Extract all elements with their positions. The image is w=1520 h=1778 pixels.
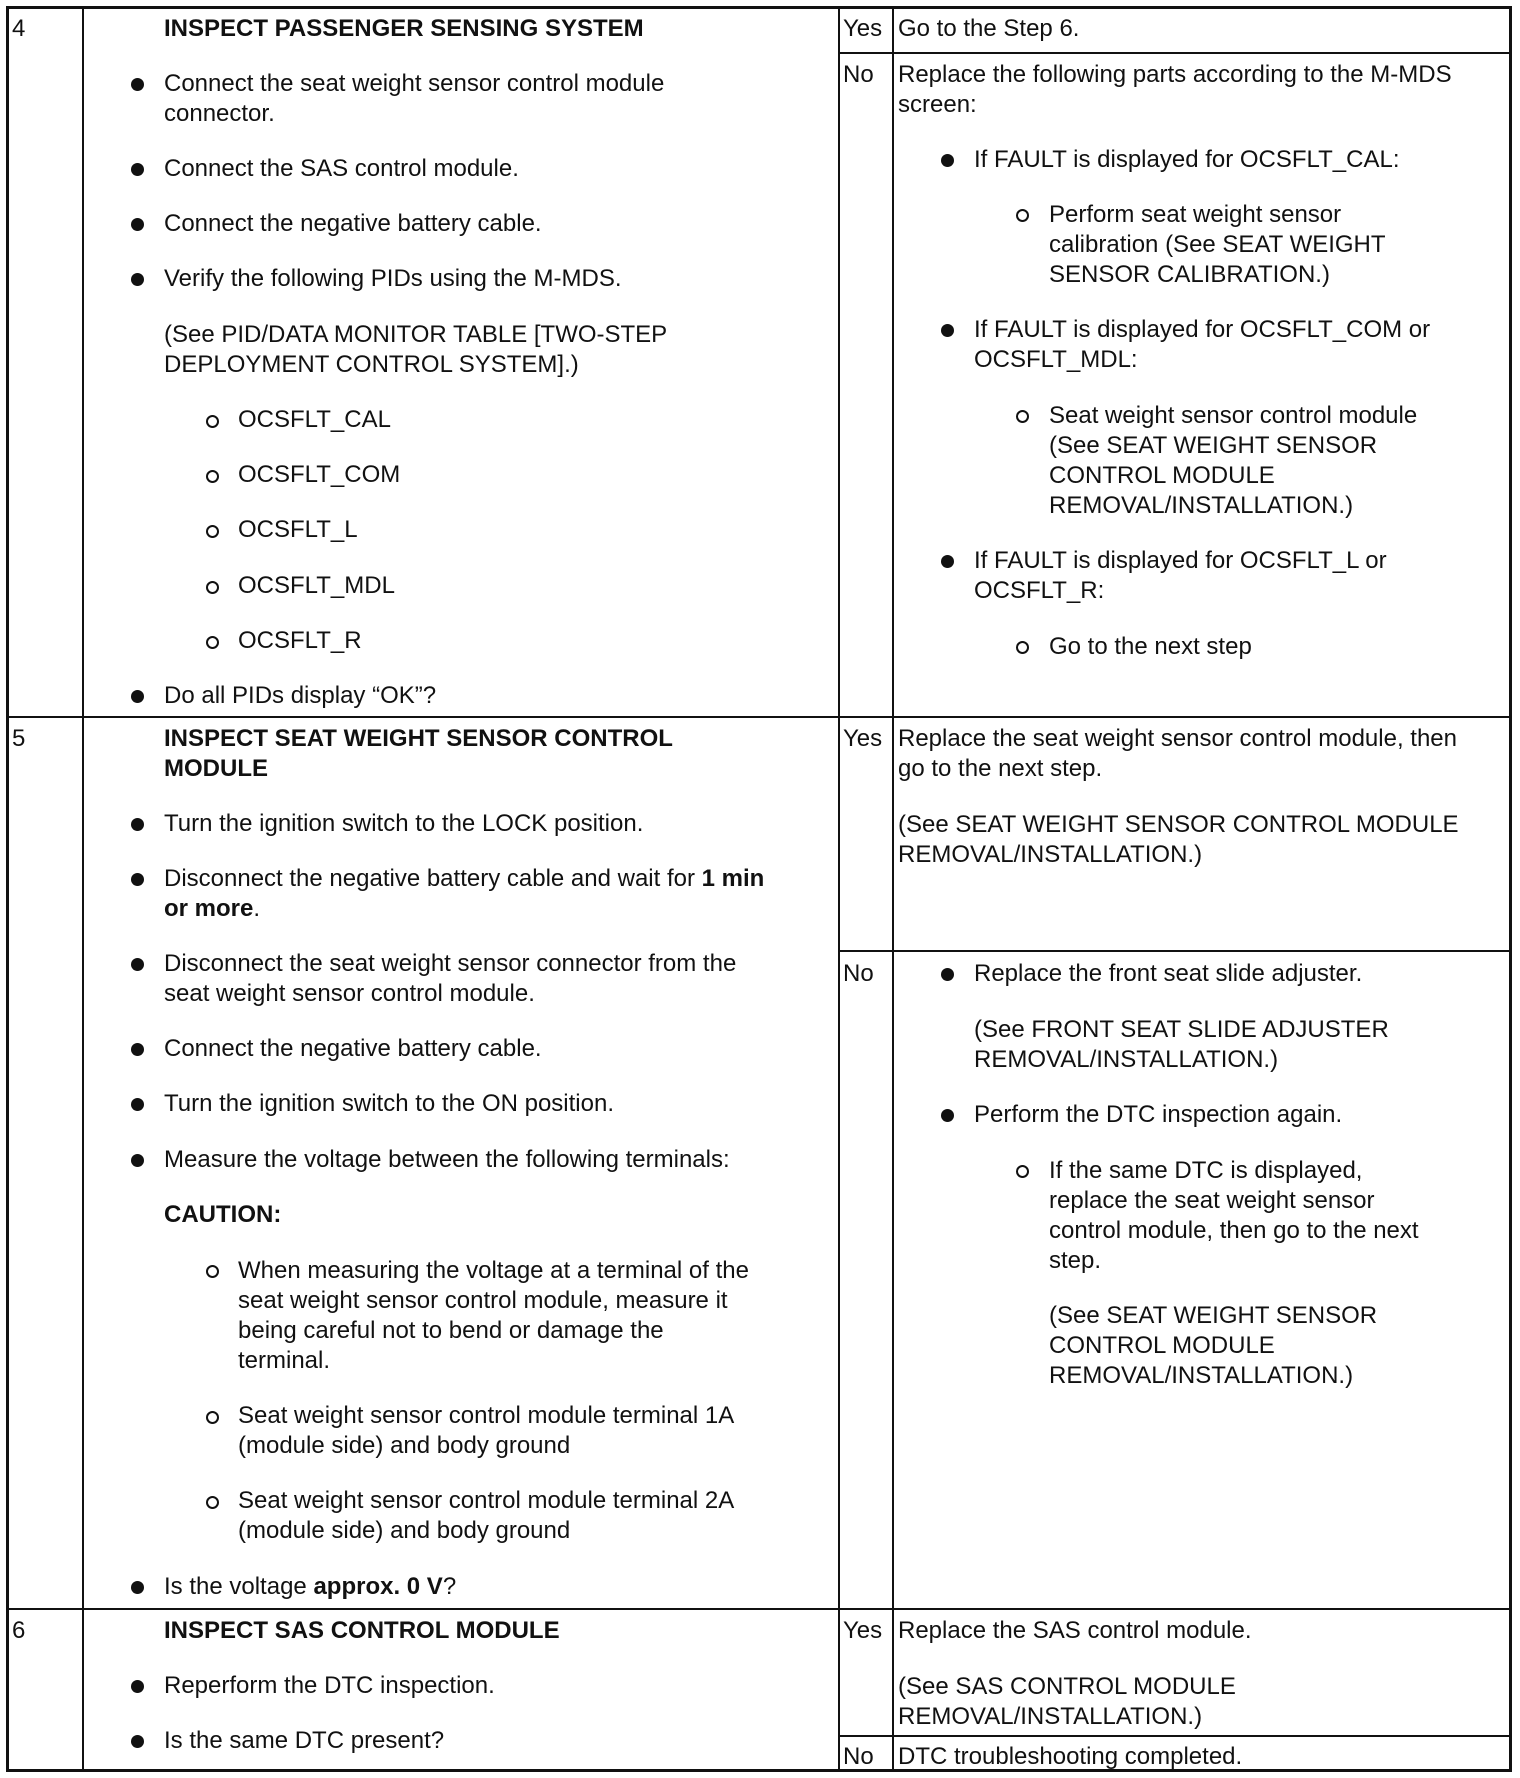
fault-condition: If FAULT is displayed for OCSFLT_CAL: bbox=[974, 146, 1400, 173]
action-item: Disconnect the seat weight sensor connector from the bbox=[164, 950, 737, 977]
question-part: Is the voltage bbox=[164, 1573, 314, 1600]
pid-item: OCSFLT_MDL bbox=[238, 572, 395, 599]
step-title: INSPECT SEAT WEIGHT SENSOR CONTROL bbox=[164, 725, 673, 752]
fault-action: Perform seat weight sensor bbox=[1049, 201, 1342, 228]
no-result: step. bbox=[1049, 1247, 1102, 1274]
sub-bullet-icon bbox=[1016, 1165, 1029, 1178]
no-result: control module, then go to the next bbox=[1049, 1217, 1419, 1244]
measurement-item: Seat weight sensor control module terminal 1A bbox=[238, 1402, 735, 1429]
no-label: No bbox=[843, 61, 874, 88]
cell-divider bbox=[838, 52, 1512, 54]
fault-action: Seat weight sensor control module bbox=[1049, 402, 1418, 429]
column-divider bbox=[838, 6, 840, 1772]
wait-time: or more bbox=[164, 895, 254, 922]
caution-item: terminal. bbox=[238, 1347, 331, 1374]
voltage-value: approx. 0 V bbox=[313, 1573, 443, 1600]
no-result: (See FRONT SEAT SLIDE ADJUSTER bbox=[974, 1016, 1389, 1043]
action-item: Connect the negative battery cable. bbox=[164, 210, 542, 237]
measurement-item: Seat weight sensor control module terminal 2A bbox=[238, 1487, 735, 1514]
sub-bullet-icon bbox=[206, 470, 219, 483]
cell-divider bbox=[838, 950, 1512, 952]
yes-result: Replace the seat weight sensor control module, then bbox=[898, 725, 1457, 752]
step-number: 6 bbox=[12, 1617, 26, 1644]
sub-bullet-icon bbox=[1016, 410, 1029, 423]
no-label: No bbox=[843, 960, 874, 987]
bullet-icon bbox=[941, 968, 954, 981]
fault-condition: OCSFLT_MDL: bbox=[974, 346, 1138, 373]
reference-text: DEPLOYMENT CONTROL SYSTEM].) bbox=[164, 351, 579, 378]
fault-action: CONTROL MODULE bbox=[1049, 462, 1275, 489]
yes-label: Yes bbox=[843, 1617, 883, 1644]
bullet-icon bbox=[131, 958, 144, 971]
bullet-icon bbox=[131, 1043, 144, 1056]
fault-action: SENSOR CALIBRATION.) bbox=[1049, 261, 1330, 288]
action-item: Connect the negative battery cable. bbox=[164, 1035, 542, 1062]
no-result: replace the seat weight sensor bbox=[1049, 1187, 1375, 1214]
action-item: Turn the ignition switch to the LOCK position. bbox=[164, 810, 644, 837]
fault-action: Go to the next step bbox=[1049, 633, 1252, 660]
sub-bullet-icon bbox=[206, 1265, 219, 1278]
action-item: Verify the following PIDs using the M-MDS. bbox=[164, 265, 622, 292]
action-text: Disconnect the negative battery cable and wait for bbox=[164, 865, 702, 892]
caution-item: seat weight sensor control module, measure it bbox=[238, 1287, 728, 1314]
action-item: connector. bbox=[164, 100, 275, 127]
pid-item: OCSFLT_L bbox=[238, 516, 358, 543]
sub-bullet-icon bbox=[206, 1496, 219, 1509]
no-result: Perform the DTC inspection again. bbox=[974, 1101, 1343, 1128]
action-item bbox=[164, 894, 260, 924]
bullet-icon bbox=[941, 1109, 954, 1122]
fault-condition: If FAULT is displayed for OCSFLT_COM or bbox=[974, 316, 1431, 343]
caution-item: being careful not to bend or damage the bbox=[238, 1317, 664, 1344]
fault-condition: OCSFLT_R: bbox=[974, 577, 1105, 604]
sub-bullet-icon bbox=[1016, 641, 1029, 654]
fault-condition: If FAULT is displayed for OCSFLT_L or bbox=[974, 547, 1387, 574]
yes-result: REMOVAL/INSTALLATION.) bbox=[898, 1703, 1203, 1730]
no-result: Replace the front seat slide adjuster. bbox=[974, 960, 1363, 987]
bullet-icon bbox=[131, 1098, 144, 1111]
cell-divider bbox=[838, 1735, 1512, 1737]
caution-heading: CAUTION: bbox=[164, 1201, 282, 1228]
bullet-icon bbox=[131, 218, 144, 231]
action-item: Reperform the DTC inspection. bbox=[164, 1672, 495, 1699]
row-divider bbox=[6, 716, 1512, 718]
no-result: If the same DTC is displayed, bbox=[1049, 1157, 1363, 1184]
caution-item: When measuring the voltage at a terminal of the bbox=[238, 1257, 749, 1284]
bullet-icon bbox=[131, 690, 144, 703]
step-title: INSPECT SAS CONTROL MODULE bbox=[164, 1617, 560, 1644]
yes-result: REMOVAL/INSTALLATION.) bbox=[898, 841, 1203, 868]
pid-item: OCSFLT_CAL bbox=[238, 406, 391, 433]
no-result: screen: bbox=[898, 91, 977, 118]
bullet-icon bbox=[131, 1581, 144, 1594]
column-divider bbox=[82, 6, 84, 1772]
bullet-icon bbox=[131, 1154, 144, 1167]
yes-label: Yes bbox=[843, 725, 883, 752]
bullet-icon bbox=[131, 163, 144, 176]
bullet-icon bbox=[131, 818, 144, 831]
step-number: 5 bbox=[12, 725, 26, 752]
column-divider bbox=[892, 6, 894, 1772]
measurement-item: (module side) and body ground bbox=[238, 1432, 571, 1459]
bullet-icon bbox=[131, 1680, 144, 1693]
bullet-icon bbox=[941, 154, 954, 167]
action-item bbox=[164, 864, 764, 894]
fault-action: REMOVAL/INSTALLATION.) bbox=[1049, 492, 1354, 519]
bullet-icon bbox=[131, 78, 144, 91]
step-title: MODULE bbox=[164, 755, 268, 782]
action-item: seat weight sensor control module. bbox=[164, 980, 535, 1007]
wait-time: 1 min bbox=[701, 865, 765, 892]
yes-result: (See SAS CONTROL MODULE bbox=[898, 1673, 1236, 1700]
question-part: ? bbox=[442, 1573, 457, 1600]
no-result: DTC troubleshooting completed. bbox=[898, 1743, 1243, 1770]
sub-bullet-icon bbox=[206, 525, 219, 538]
no-result: REMOVAL/INSTALLATION.) bbox=[974, 1046, 1279, 1073]
bullet-icon bbox=[941, 324, 954, 337]
sub-bullet-icon bbox=[206, 415, 219, 428]
step-title: INSPECT PASSENGER SENSING SYSTEM bbox=[164, 15, 644, 42]
sub-bullet-icon bbox=[206, 581, 219, 594]
action-item: Turn the ignition switch to the ON position. bbox=[164, 1090, 614, 1117]
sub-bullet-icon bbox=[206, 1411, 219, 1424]
yes-result: Replace the SAS control module. bbox=[898, 1617, 1252, 1644]
sub-bullet-icon bbox=[206, 636, 219, 649]
step-number: 4 bbox=[12, 15, 26, 42]
fault-action: (See SEAT WEIGHT SENSOR bbox=[1049, 432, 1378, 459]
no-result: CONTROL MODULE bbox=[1049, 1332, 1275, 1359]
action-item: Measure the voltage between the following terminals: bbox=[164, 1146, 730, 1173]
yes-result: go to the next step. bbox=[898, 755, 1103, 782]
fault-action: calibration (See SEAT WEIGHT bbox=[1049, 231, 1386, 258]
no-result: REMOVAL/INSTALLATION.) bbox=[1049, 1362, 1354, 1389]
no-result: Replace the following parts according to the M-MDS bbox=[898, 61, 1452, 88]
question-text: Do all PIDs display “OK”? bbox=[164, 682, 437, 709]
reference-text: (See PID/DATA MONITOR TABLE [TWO-STEP bbox=[164, 321, 668, 348]
bullet-icon bbox=[131, 873, 144, 886]
yes-result: (See SEAT WEIGHT SENSOR CONTROL MODULE bbox=[898, 811, 1459, 838]
row-divider bbox=[6, 1608, 1512, 1610]
question-text bbox=[164, 1572, 456, 1602]
yes-result: Go to the Step 6. bbox=[898, 15, 1080, 42]
bullet-icon bbox=[131, 273, 144, 286]
pid-item: OCSFLT_COM bbox=[238, 461, 401, 488]
action-item: Connect the seat weight sensor control module bbox=[164, 70, 665, 97]
bullet-icon bbox=[131, 1735, 144, 1748]
action-item: Connect the SAS control module. bbox=[164, 155, 519, 182]
no-label: No bbox=[843, 1743, 874, 1770]
measurement-item: (module side) and body ground bbox=[238, 1517, 571, 1544]
pid-item: OCSFLT_R bbox=[238, 627, 362, 654]
sub-bullet-icon bbox=[1016, 209, 1029, 222]
bullet-icon bbox=[941, 555, 954, 568]
yes-label: Yes bbox=[843, 15, 883, 42]
no-result: (See SEAT WEIGHT SENSOR bbox=[1049, 1302, 1378, 1329]
question-text: Is the same DTC present? bbox=[164, 1727, 445, 1754]
action-text: . bbox=[253, 895, 261, 922]
